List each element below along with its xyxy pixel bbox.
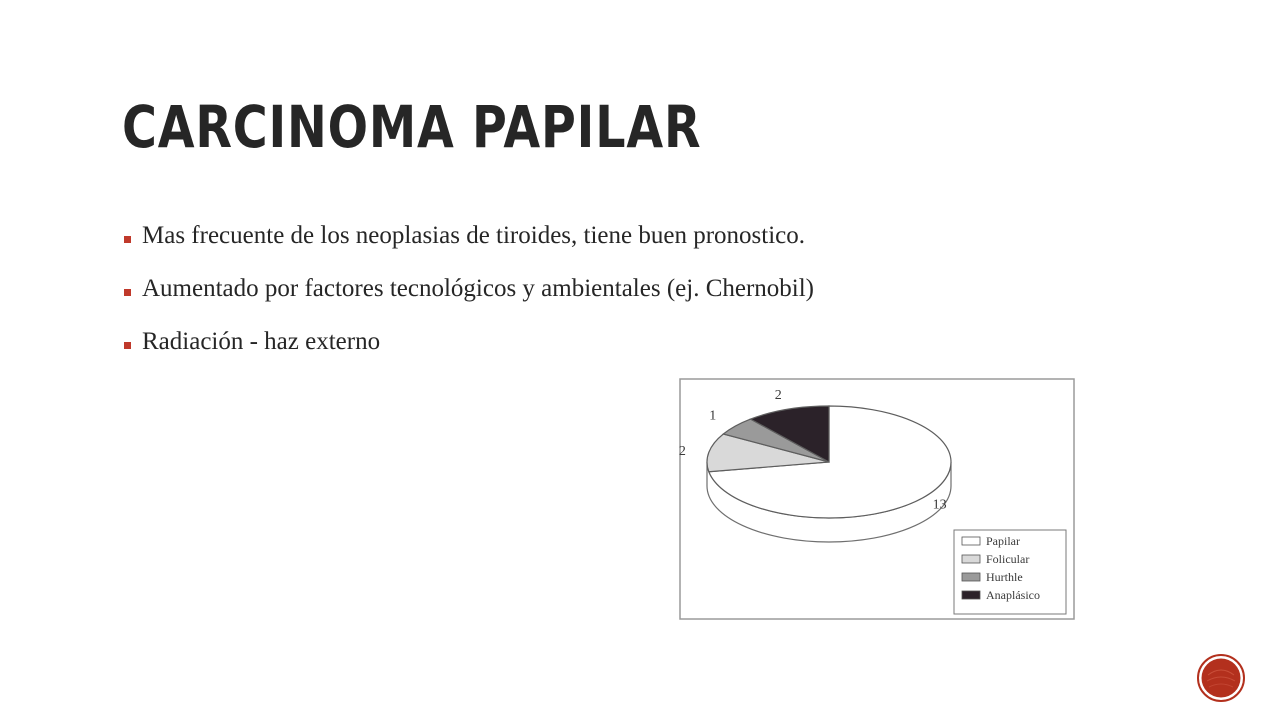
- bullet-text: Mas frecuente de los neoplasias de tiroides, tiene buen pronostico.: [142, 222, 806, 249]
- pie-data-label: 2: [774, 388, 782, 404]
- slide-title: CARCINOMA PAPILAR: [122, 93, 702, 161]
- bullet-text: Aumentado por factores tecnológicos y ambientales (ej. Chernobil): [142, 275, 815, 302]
- bullet-list: [122, 222, 814, 381]
- pie-chart-figure: [678, 376, 1076, 624]
- pie-data-label: 13: [932, 497, 947, 513]
- chart-legend: [954, 530, 1066, 614]
- pie-3d: [707, 406, 951, 542]
- legend-swatch: [962, 573, 980, 581]
- circle-button-icon: [1196, 653, 1246, 703]
- legend-label: Folicular: [986, 552, 1030, 566]
- legend-label: Papilar: [986, 534, 1020, 548]
- bullet-square-icon: [124, 236, 131, 243]
- bullet-item: [122, 328, 814, 381]
- bullet-square-icon: [124, 289, 131, 296]
- pie-data-label: 1: [709, 408, 717, 424]
- bullet-square-icon: [124, 342, 131, 349]
- legend-swatch: [962, 555, 980, 563]
- legend-swatch: [962, 537, 980, 545]
- bullet-item: [122, 275, 814, 328]
- bullet-text: Radiación - haz externo: [142, 328, 381, 355]
- pie-data-label: 2: [678, 444, 686, 460]
- legend-label: Hurthle: [986, 570, 1023, 584]
- legend-swatch: [962, 591, 980, 599]
- legend-label: Anaplásico: [986, 588, 1040, 602]
- next-slide-button[interactable]: [1196, 653, 1246, 703]
- bullet-item: [122, 222, 814, 275]
